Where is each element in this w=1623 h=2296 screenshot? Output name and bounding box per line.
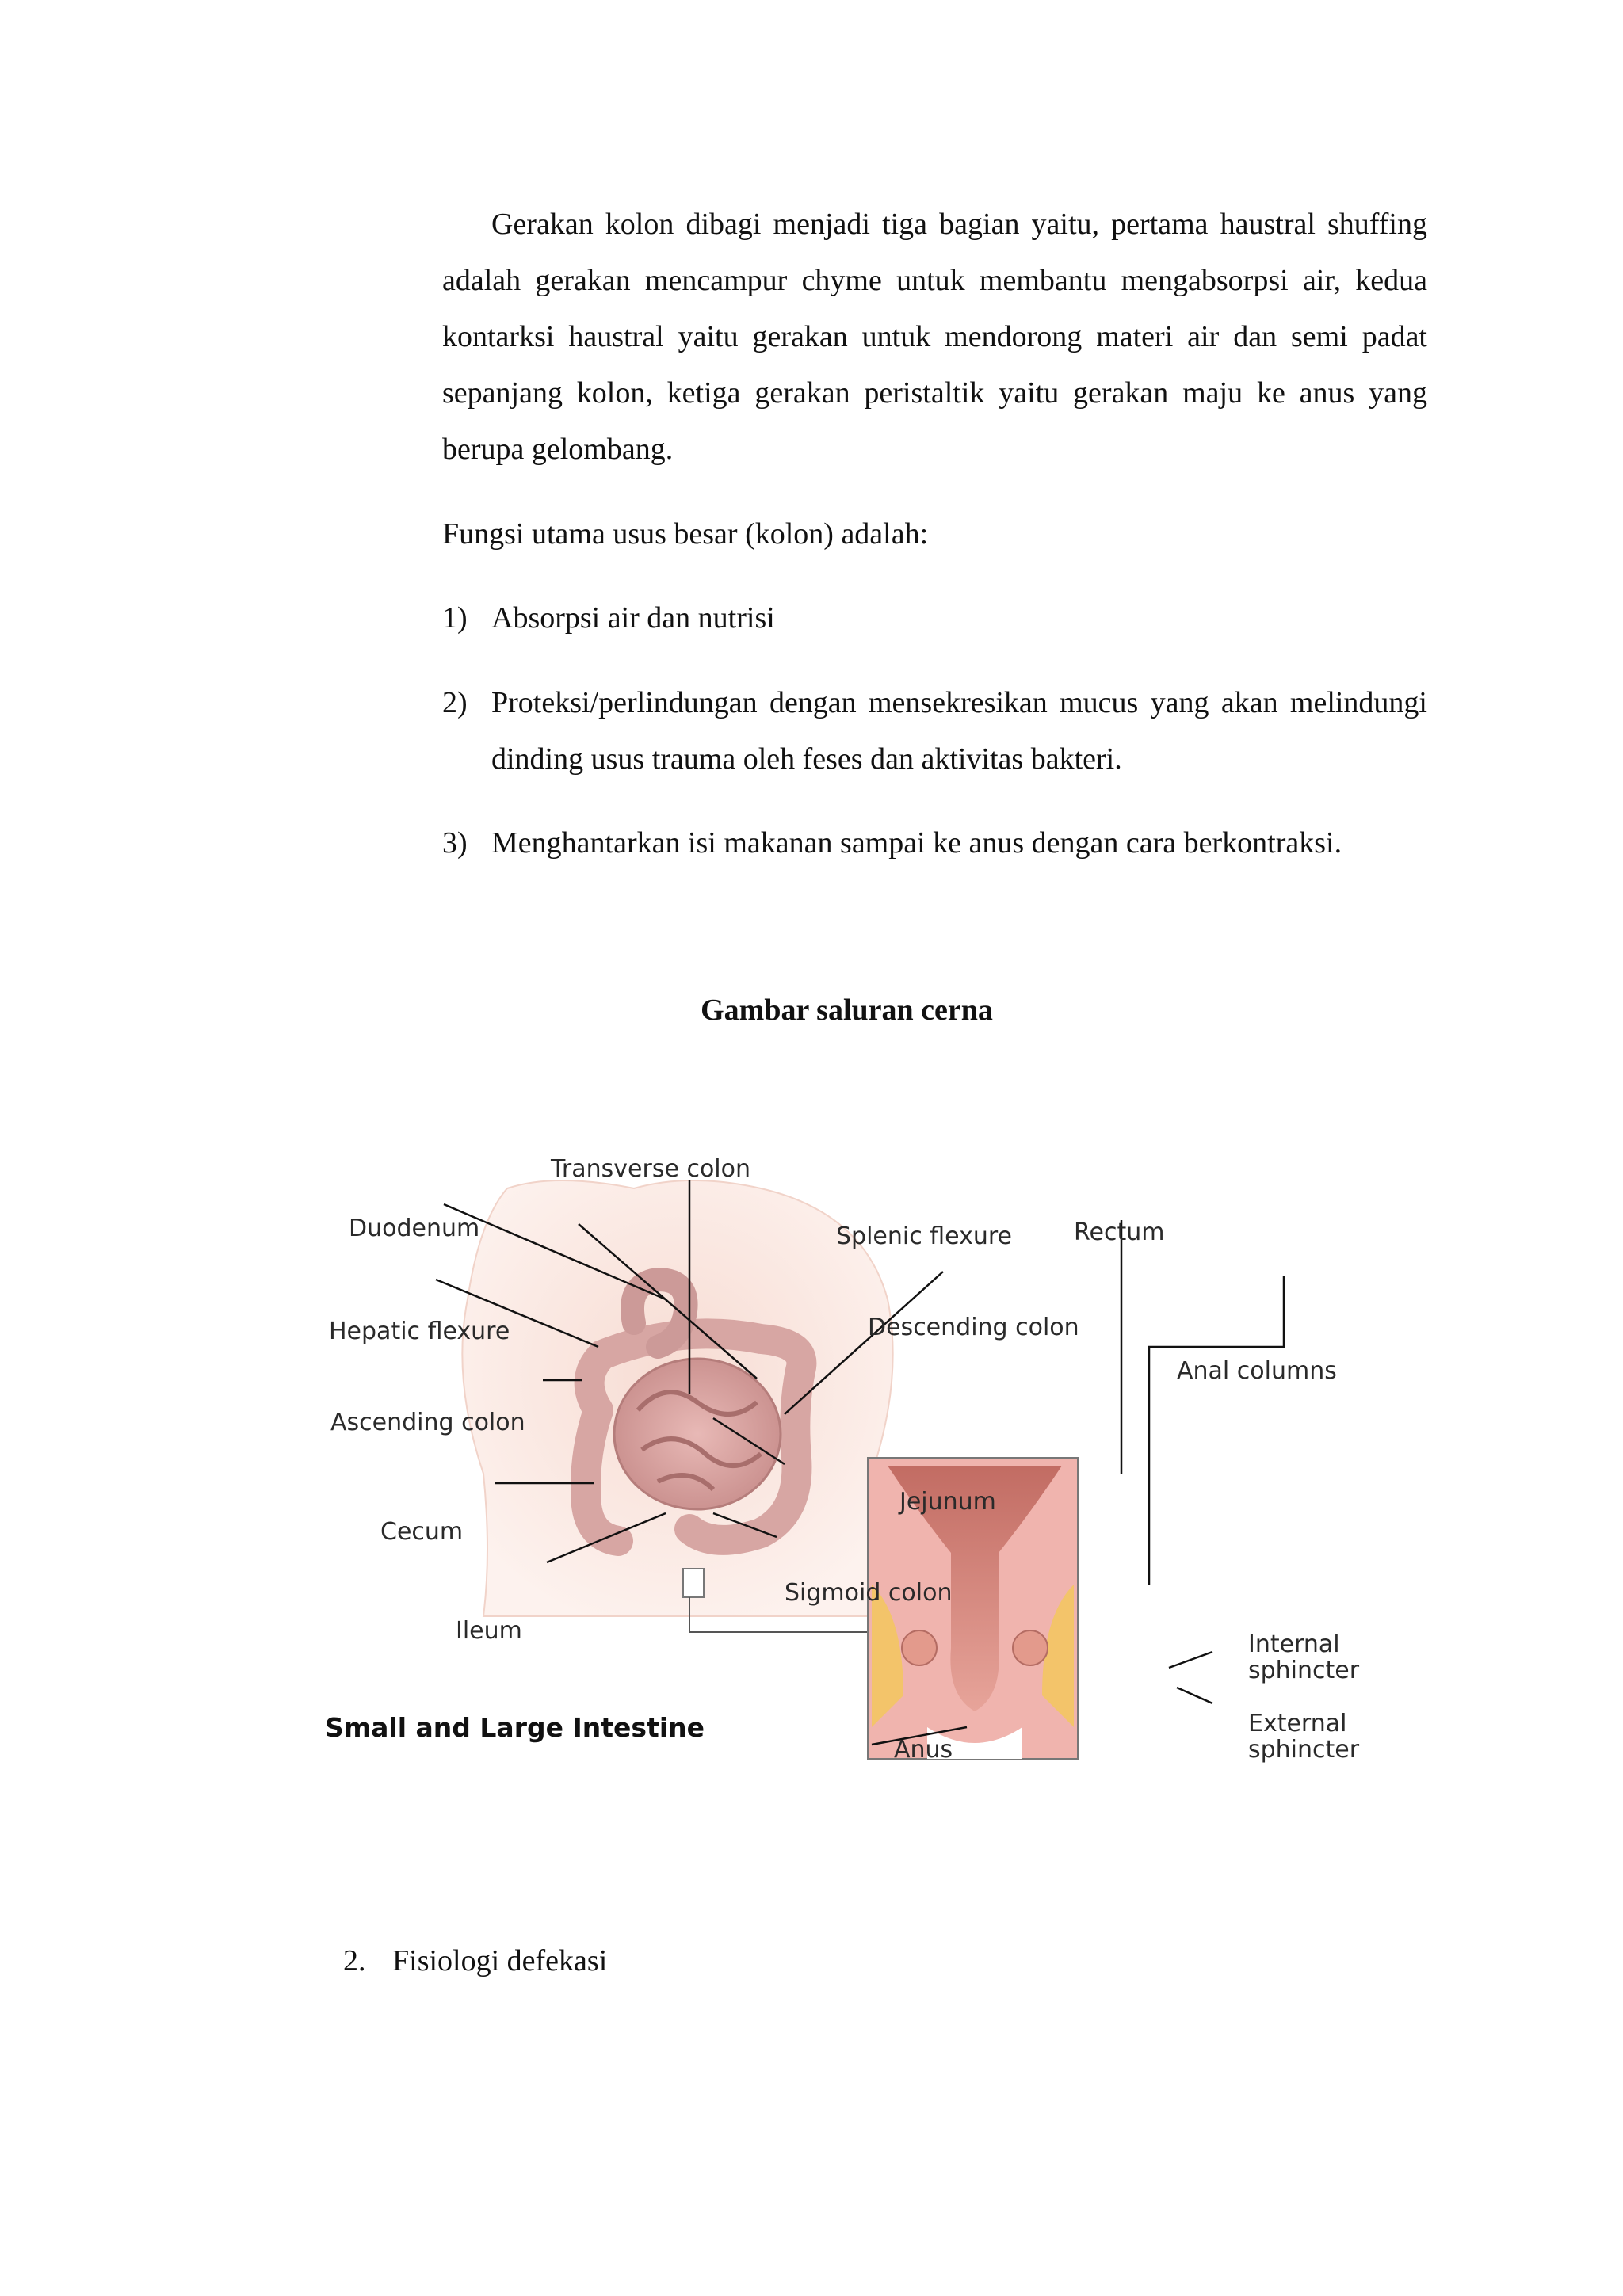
label-external-sphincter-2: sphincter (1248, 1736, 1360, 1764)
label-transverse-colon: Transverse colon (551, 1155, 750, 1183)
small-intestine (614, 1359, 781, 1509)
label-sigmoid-colon: Sigmoid colon (785, 1579, 953, 1607)
label-hepatic-flexure: Hepatic flexure (329, 1318, 510, 1345)
label-duodenum: Duodenum (349, 1215, 480, 1242)
label-external-sphincter: External (1248, 1710, 1347, 1737)
list-item-text: Menghantarkan isi makanan sampai ke anus dengan cara berkontraksi. (491, 826, 1342, 860)
label-anal-columns: Anal columns (1177, 1357, 1337, 1385)
label-ascending-colon: Ascending colon (330, 1409, 525, 1436)
figure-caption: Gambar saluran cerna (701, 994, 993, 1027)
functions-intro: Fungsi utama usus besar (kolon) adalah: (442, 517, 929, 551)
label-rectum: Rectum (1074, 1219, 1165, 1246)
label-ileum: Ileum (456, 1617, 522, 1645)
label-cecum: Cecum (380, 1518, 464, 1546)
section-number: 2. (343, 1944, 366, 1978)
list-item-number: 1) (442, 601, 468, 635)
list-item-number: 2) (442, 686, 468, 719)
label-internal-sphincter: Internal (1248, 1630, 1340, 1658)
label-anus: Anus (894, 1736, 953, 1764)
label-descending-colon: Descending colon (868, 1314, 1079, 1341)
appendix (683, 1569, 704, 1597)
label-splenic-flexure: Splenic flexure (836, 1222, 1012, 1250)
section-title: Fisiologi defekasi (392, 1944, 608, 1978)
list-item-number: 3) (442, 826, 468, 860)
intestine-figure (317, 1141, 1442, 1822)
list-item-text: Proteksi/perlindungan dengan mensekresikan mucus yang akan melindungi dinding usus trauma oleh feses dan aktivitas bakteri. (491, 686, 1427, 776)
label-jejunum: Jejunum (899, 1488, 996, 1516)
body-paragraph: Gerakan kolon dibagi menjadi tiga bagian yaitu, pertama haustral shuffing adalah gerakan mencampur chyme untuk membantu mengabsorpsi air, kedua kontarksi haustral yaitu gerakan untuk mendorong materi air dan semi padat sepanjang kolon, ketiga gerakan peristaltik yaitu gerakan maju ke anus yang berupa gelombang. (442, 208, 1427, 466)
intestine-illustration (317, 1141, 1442, 1822)
list-item-text: Absorpsi air dan nutrisi (491, 601, 775, 635)
figure-title: Small and Large Intestine (325, 1712, 705, 1743)
label-internal-sphincter-2: sphincter (1248, 1657, 1360, 1684)
